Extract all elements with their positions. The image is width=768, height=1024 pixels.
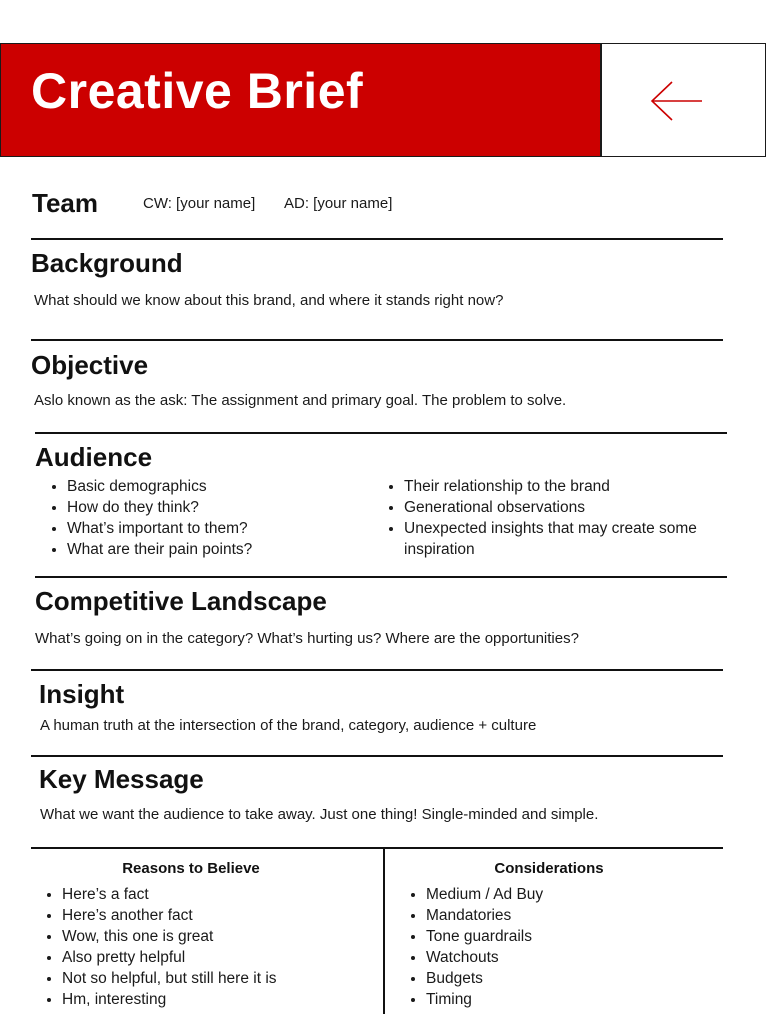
list-item: • Also pretty helpful — [62, 947, 402, 968]
divider — [31, 755, 723, 757]
audience-left-list — [35, 476, 387, 560]
divider — [31, 238, 723, 240]
list-item: • Unexpected insights that may create some inspiration — [404, 518, 744, 560]
list-item: • Tone guardrails — [426, 926, 746, 947]
key-message-heading: Key Message — [39, 764, 204, 794]
divider — [35, 432, 727, 434]
divider — [31, 669, 723, 671]
competitive-text: What’s going on in the category? What’s hurting us? Where are the opportunities? — [35, 630, 579, 647]
divider — [31, 847, 723, 849]
considerations-heading: Considerations — [494, 860, 604, 877]
team-heading: Team — [32, 188, 98, 218]
list-item: • Here’s a fact — [62, 884, 402, 905]
list-item: • Watchouts — [426, 947, 746, 968]
list-item: • What’s important to them? — [67, 518, 387, 539]
list-item: • Not so helpful, but still here it is — [62, 968, 402, 989]
list-item: • How do they think? — [67, 497, 387, 518]
objective-text: Aslo known as the ask: The assignment and primary goal. The problem to solve. — [34, 392, 567, 409]
competitive-heading: Competitive Landscape — [35, 586, 327, 616]
list-item: • Hm, interesting — [62, 989, 402, 1010]
list-item: • Timing — [426, 989, 746, 1010]
team-cw: CW: [your name] — [143, 195, 256, 212]
list-item: • Generational observations — [404, 497, 744, 518]
divider — [31, 339, 723, 341]
page-title: Creative Brief — [31, 63, 364, 119]
insight-heading: Insight — [39, 679, 125, 709]
considerations-list — [394, 884, 746, 1010]
list-item: • Here’s another fact — [62, 905, 402, 926]
insight-text: A human truth at the intersection of the brand, category, audience + culture — [40, 717, 537, 734]
list-item: • Mandatories — [426, 905, 746, 926]
list-item: • Budgets — [426, 968, 746, 989]
reasons-list — [30, 884, 402, 1010]
objective-heading: Objective — [31, 350, 149, 380]
background-text: What should we know about this brand, and where it stands right now? — [34, 292, 504, 309]
audience-heading: Audience — [35, 442, 153, 472]
key-message-text: What we want the audience to take away. Just one thing! Single-minded and simple. — [40, 806, 599, 823]
background-heading: Background — [31, 248, 183, 278]
divider — [35, 576, 727, 578]
list-item: • What are their pain points? — [67, 539, 387, 560]
audience-right-list — [372, 476, 744, 560]
header-title-panel — [1, 44, 602, 156]
list-item: • Wow, this one is great — [62, 926, 402, 947]
list-item: • Basic demographics — [67, 476, 387, 497]
reasons-heading: Reasons to Believe — [122, 860, 260, 877]
list-item: • Their relationship to the brand — [404, 476, 744, 497]
team-ad: AD: [your name] — [284, 195, 393, 212]
arrow-left-icon[interactable] — [648, 80, 704, 122]
list-item: • Medium / Ad Buy — [426, 884, 746, 905]
